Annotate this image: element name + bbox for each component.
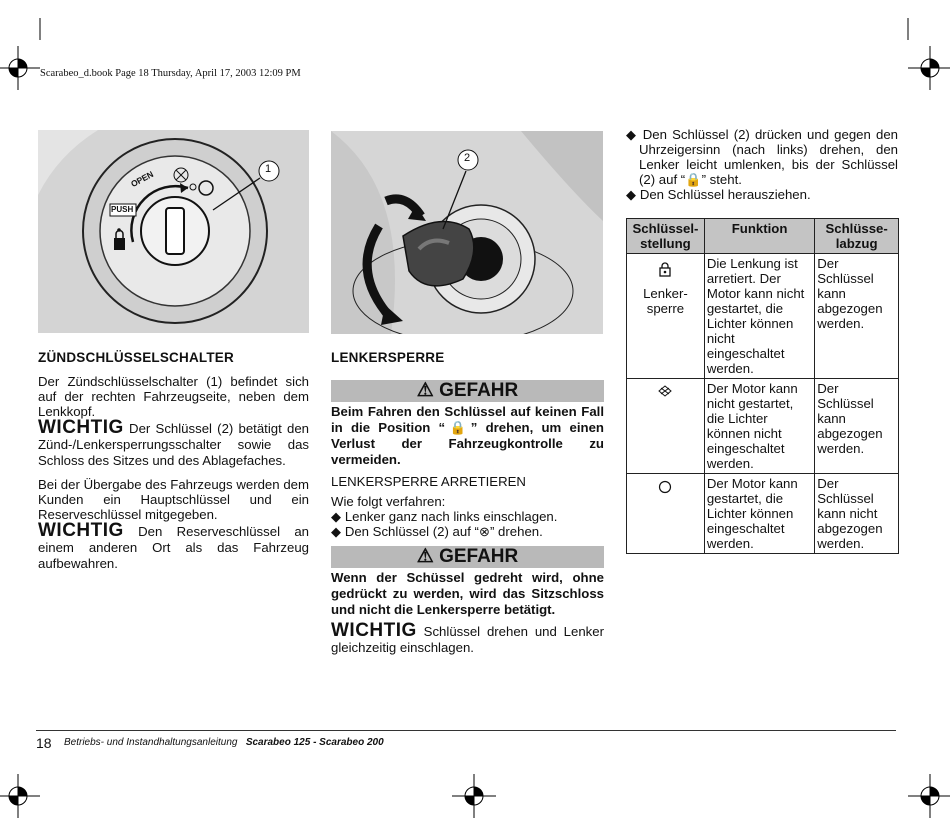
table-row bbox=[627, 254, 899, 379]
removal-cell: Der Schlüssel kann abgezogen werden. bbox=[815, 379, 899, 474]
column-unlock bbox=[626, 127, 898, 202]
function-cell: Die Lenkung ist arretiert. Der Motor kann nicht gestartet, die Lichter können nicht eingeschaltet werden. bbox=[704, 254, 814, 379]
open-label: OPEN bbox=[129, 168, 156, 190]
footer-rule bbox=[36, 730, 896, 731]
diamond-bullet-icon: ◆ bbox=[626, 187, 640, 202]
push-label: PUSH bbox=[111, 205, 134, 214]
lock-subheading: LENKERSPERRE ARRETIEREN bbox=[331, 474, 526, 489]
position-label: Lenker-sperre bbox=[643, 286, 688, 316]
danger-text-2: Wenn der Schüssel gedreht wird, ohne gedrückt zu werden, wird das Sitzschloss und nicht die Lenkersperre betätigt. bbox=[331, 570, 604, 617]
header-function: Funktion bbox=[704, 219, 814, 254]
ignition-note-1 bbox=[38, 417, 309, 469]
book-header: Scarabeo_d.book Page 18 Thursday, April 17, 2003 12:09 PM bbox=[40, 68, 301, 79]
unlock-step-2 bbox=[626, 187, 898, 202]
steering-lock-figure bbox=[331, 131, 603, 334]
procedure-step-1 bbox=[331, 509, 604, 524]
danger-label: GEFAHR bbox=[439, 546, 519, 567]
danger-banner-2 bbox=[331, 546, 604, 568]
page-number: 18 bbox=[36, 735, 52, 751]
table-row bbox=[627, 379, 899, 474]
ignition-switch-figure bbox=[38, 130, 309, 333]
off-crossed-icon bbox=[629, 385, 702, 400]
warning-triangle-icon: ⚠ bbox=[416, 546, 434, 567]
unlock-step-2-text: Den Schlüssel herausziehen. bbox=[639, 187, 811, 202]
table-header-row bbox=[627, 219, 899, 254]
ignition-heading: ZÜNDSCHLÜSSELSCHALTER bbox=[38, 350, 234, 365]
removal-cell: Der Schlüssel kann nicht abgezogen werden. bbox=[815, 474, 899, 554]
steering-note-text: Schlüssel drehen und Lenker gleichzeitig einschlagen. bbox=[331, 624, 604, 655]
steering-note bbox=[331, 620, 604, 656]
danger-banner-1 bbox=[331, 380, 604, 402]
wichtig-label: WICHTIG bbox=[38, 417, 124, 438]
position-cell bbox=[627, 379, 705, 474]
diamond-bullet-icon: ◆ bbox=[331, 509, 345, 524]
procedure-step-2-text: Den Schlüssel (2) auf “⊗” drehen. bbox=[344, 524, 543, 539]
position-cell bbox=[627, 254, 705, 379]
header-key-removal: Schlüsse-labzug bbox=[815, 219, 899, 254]
ignition-note-1-text: Der Schlüssel (2) betätigt den Zünd-/Lenkersperrungsschalter sowie das Schloss des Sitzes und des Ablagefaches. bbox=[38, 421, 309, 468]
diamond-bullet-icon: ◆ bbox=[626, 127, 643, 142]
position-cell bbox=[627, 474, 705, 554]
procedure-intro: Wie folgt verfahren: bbox=[331, 494, 446, 509]
diamond-bullet-icon: ◆ bbox=[331, 524, 345, 539]
footer-text bbox=[64, 737, 384, 748]
procedure-step-2 bbox=[331, 524, 604, 539]
unlock-step-1-text: Den Schlüssel (2) drücken und gegen den Uhrzeigersinn (nach links) drehen, den Lenker leicht umlenken, bis der Schlüssel (2) auf “🔒” steht. bbox=[639, 127, 899, 187]
function-cell: Der Motor kann nicht gestartet, die Lichter können nicht eingeschaltet werden. bbox=[704, 379, 814, 474]
lock-icon bbox=[629, 262, 702, 280]
procedure-step-1-text: Lenker ganz nach links einschlagen. bbox=[344, 509, 558, 524]
callout-1: 1 bbox=[265, 163, 272, 175]
function-cell: Der Motor kann gestartet, die Lichter können eingeschaltet werden. bbox=[704, 474, 814, 554]
column-steering-lock bbox=[331, 350, 604, 656]
danger-label: GEFAHR bbox=[439, 380, 519, 401]
steering-lock-heading: LENKERSPERRE bbox=[331, 350, 445, 365]
removal-cell: Der Schlüssel kann abgezogen werden. bbox=[815, 254, 899, 379]
warning-triangle-icon: ⚠ bbox=[416, 380, 434, 401]
ignition-note-2 bbox=[38, 520, 309, 572]
ignition-paragraph-2: Bei der Übergabe des Fahrzeugs werden dem Kunden ein Hauptschlüssel und ein Reserveschlüssel mitgegeben. bbox=[38, 477, 309, 522]
key-position-table bbox=[626, 218, 899, 554]
column-ignition bbox=[38, 350, 309, 572]
ignition-note-2-text: Den Reserveschlüssel an einem anderen Ort als das Fahrzeug aufbewahren. bbox=[38, 524, 309, 571]
ignition-paragraph-1: Der Zündschlüsselschalter (1) befindet sich auf der rechten Fahrzeugseite, neben dem Lenkkopf. bbox=[38, 374, 309, 419]
callout-2: 2 bbox=[464, 152, 471, 164]
on-circle-icon bbox=[629, 480, 702, 497]
footer-model: Scarabeo 125 - Scarabeo 200 bbox=[245, 737, 384, 748]
danger-text-1: Beim Fahren den Schlüssel auf keinen Fall in die Position “🔒” drehen, um einen Verlust der Fahrzeugkontrolle zu vermeiden. bbox=[331, 404, 604, 467]
wichtig-label: WICHTIG bbox=[331, 620, 417, 641]
unlock-step-1 bbox=[626, 127, 898, 187]
table-row bbox=[627, 474, 899, 554]
header-key-position: Schlüssel-stellung bbox=[627, 219, 705, 254]
wichtig-label: WICHTIG bbox=[38, 520, 124, 541]
footer-manual-title: Betriebs- und Instandhaltungsanleitung bbox=[64, 737, 238, 748]
